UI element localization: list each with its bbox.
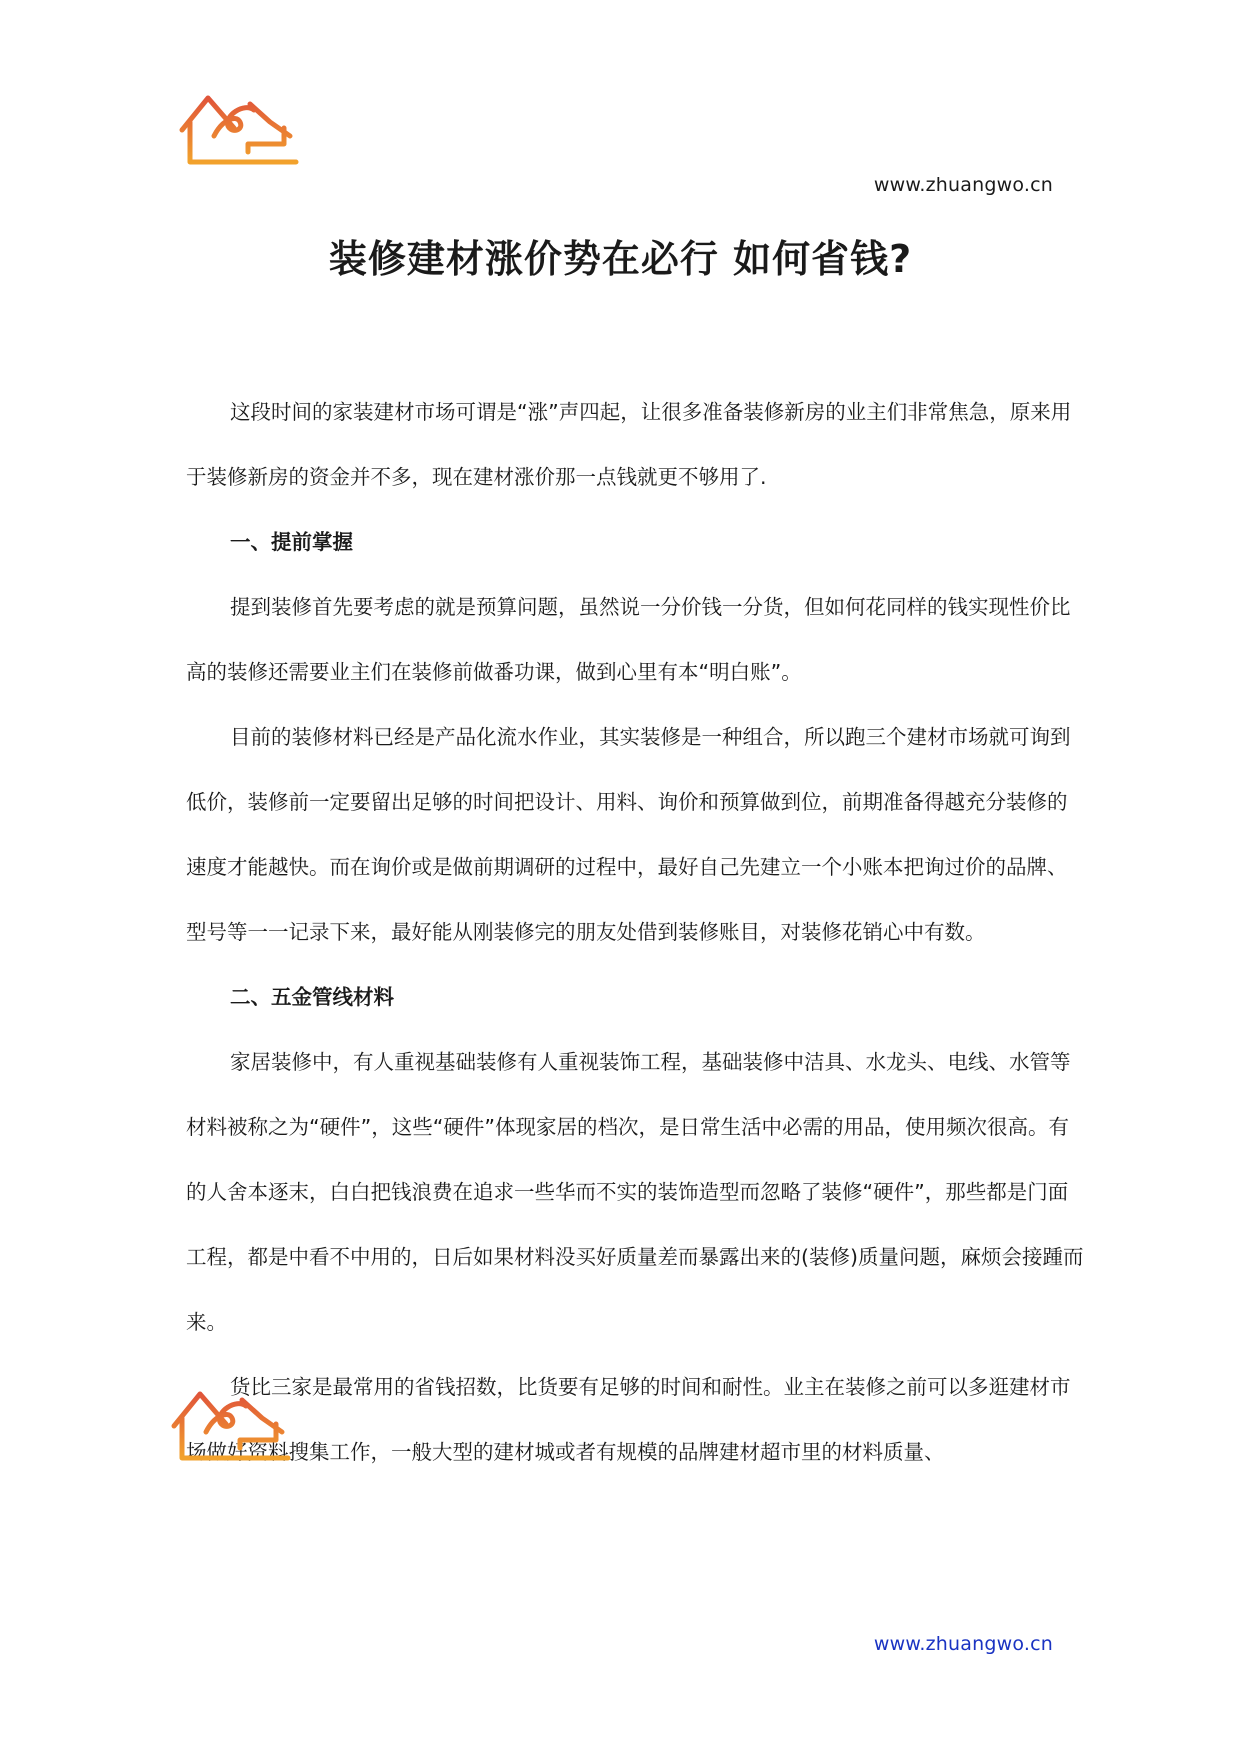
section-paragraph: 提到装修首先要考虑的就是预算问题，虽然说一分价钱一分货，但如何花同样的钱实现性价比高的装修还需要业主们在装修前做番功课，做到心里有本“明白账”。 xyxy=(186,595,1071,684)
article-body xyxy=(186,380,1086,1485)
section-paragraph: 货比三家是最常用的省钱招数，比货要有足够的时间和耐性。业主在装修之前可以多逛建材市场做好资料搜集工作，一般大型的建材城或者有规模的品牌建材超市里的材料质量、 xyxy=(186,1375,1071,1464)
section-paragraph: 家居装修中，有人重视基础装修有人重视装饰工程，基础装修中洁具、水龙头、电线、水管等材料被称之为“硬件”，这些“硬件”体现家居的档次，是日常生活中必需的用品，使用频次很高。有的人舍本逐末，白白把钱浪费在追求一些华而不实的装饰造型而忽略了装修“硬件”，那些都是门面工程，都是中看不中用的，日后如果材料没买好质量差而暴露出来的(装修)质量问题，麻烦会接踵而来。 xyxy=(186,1050,1084,1334)
intro-paragraph: 这段时间的家装建材市场可谓是“涨”声四起，让很多准备装修新房的业主们非常焦急，原来用于装修新房的资金并不多，现在建材涨价那一点钱就更不够用了. xyxy=(186,400,1072,489)
page-title: 装修建材涨价势在必行 如何省钱? xyxy=(328,237,913,281)
site-url-footer[interactable]: www.zhuangwo.cn xyxy=(873,1633,1053,1655)
site-url-header[interactable]: www.zhuangwo.cn xyxy=(873,174,1053,196)
section-heading: 二、五金管线材料 xyxy=(230,985,394,1009)
house-logo-icon xyxy=(170,1388,292,1463)
section-heading: 一、提前掌握 xyxy=(230,530,353,554)
section-paragraph: 目前的装修材料已经是产品化流水作业，其实装修是一种组合，所以跑三个建材市场就可询到低价，装修前一定要留出足够的时间把设计、用料、询价和预算做到位，前期准备得越充分装修的速度才能越快。而在询价或是做前期调研的过程中，最好自己先建立一个小账本把询过价的品牌、型号等一一记录下来，最好能从刚装修完的朋友处借到装修账目，对装修花销心中有数。 xyxy=(186,725,1071,944)
house-logo-icon xyxy=(178,92,300,167)
